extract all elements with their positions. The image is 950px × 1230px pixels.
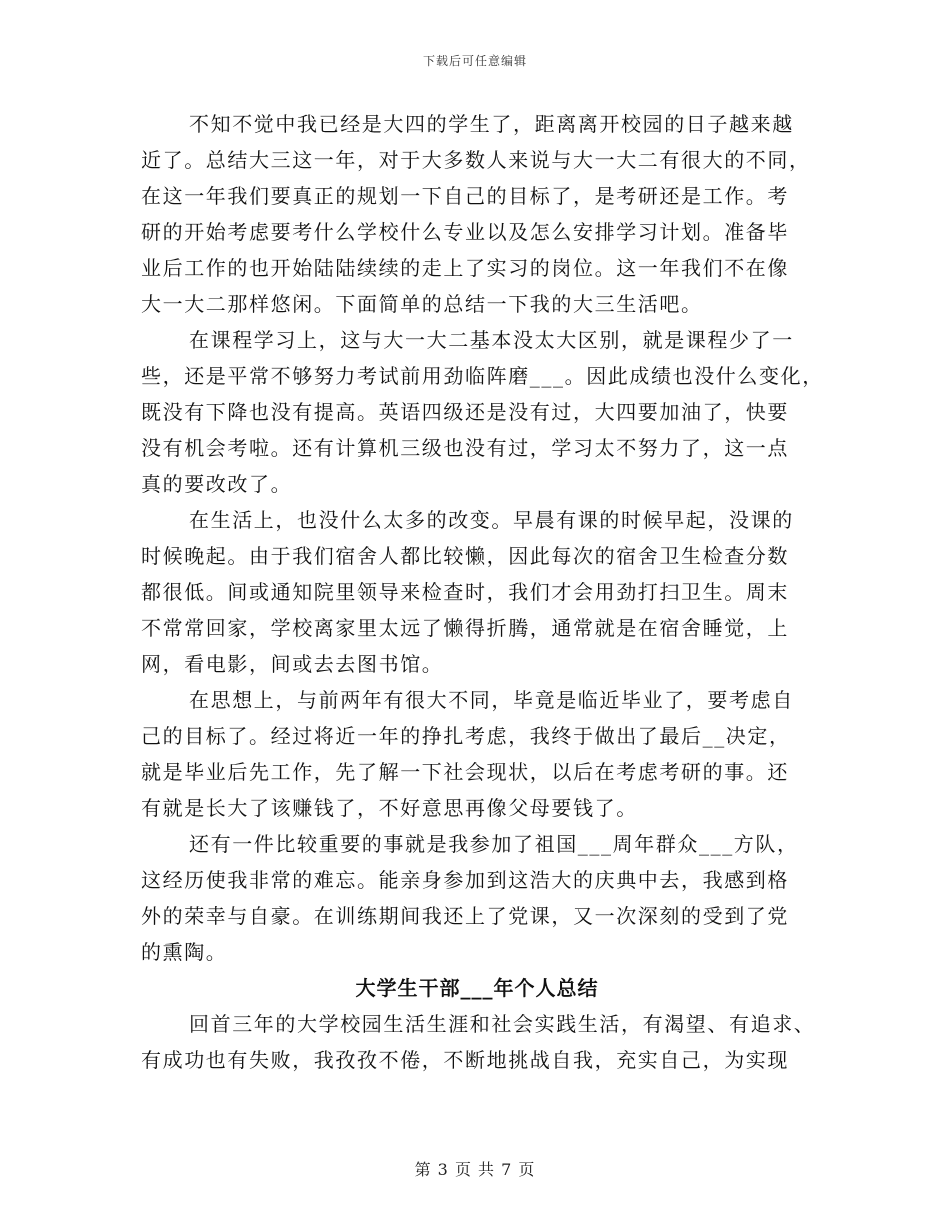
paragraph-line: 既没有下降也没有提高。英语四级还是没有过，大四要加油了，快要 xyxy=(141,400,789,424)
paragraph-first-line: 回首三年的大学校园生活生涯和社会实践生活，有渴望、有追求、 xyxy=(189,1012,816,1036)
paragraph-first-line: 还有一件比较重要的事就是我参加了祖国___周年群众___方队， xyxy=(189,832,799,856)
paragraph-line: 在这一年我们要真正的规划一下自己的目标了，是考研还是工作。考 xyxy=(141,184,789,208)
paragraph-line: 大一大二那样悠闲。下面简单的总结一下我的大三生活吧。 xyxy=(141,292,703,316)
paragraph-line: 有成功也有失败，我孜孜不倦，不断地挑战自我，充实自己，为实现 xyxy=(141,1048,789,1072)
paragraph-line: 真的要改改了。 xyxy=(141,472,293,496)
section-heading: 大学生干部___年个人总结 xyxy=(355,976,599,1000)
paragraph-line: 网，看电影，间或去去图书馆。 xyxy=(141,652,444,676)
paragraph-line: 些，还是平常不够努力考试前用劲临阵磨___。因此成绩也没什么变化， xyxy=(141,364,824,388)
paragraph-first-line: 不知不觉中我已经是大四的学生了，距离离开校园的日子越来越 xyxy=(189,112,794,136)
paragraph-line: 不常常回家，学校离家里太远了懒得折腾，通常就是在宿舍睡觉，上 xyxy=(141,616,789,640)
paragraph-line: 都很低。间或通知院里领导来检查时，我们才会用劲打扫卫生。周末 xyxy=(141,580,789,604)
paragraph-line: 业后工作的也开始陆陆续续的走上了实习的岗位。这一年我们不在像 xyxy=(141,256,789,280)
page-footer: 第 3 页 共 7 页 xyxy=(414,1160,536,1179)
paragraph-line: 的熏陶。 xyxy=(141,940,228,964)
paragraph-line: 没有机会考啦。还有计算机三级也没有过，学习太不努力了，这一点 xyxy=(141,436,789,460)
paragraph-line: 外的荣幸与自豪。在训练期间我还上了党课，又一次深刻的受到了党 xyxy=(141,904,789,928)
paragraph-line: 这经历使我非常的难忘。能亲身参加到这浩大的庆典中去，我感到格 xyxy=(141,868,789,892)
paragraph-line: 有就是长大了该赚钱了，不好意思再像父母要钱了。 xyxy=(141,796,638,820)
paragraph-line: 己的目标了。经过将近一年的挣扎考虑，我终于做出了最后__决定， xyxy=(141,724,791,748)
document-body xyxy=(141,106,824,1078)
paragraph-first-line: 在思想上，与前两年有很大不同，毕竟是临近毕业了，要考虑自 xyxy=(189,688,794,712)
paragraph-line: 时候晚起。由于我们宿舍人都比较懒，因此每次的宿舍卫生检查分数 xyxy=(141,544,789,568)
paragraph-line: 就是毕业后先工作，先了解一下社会现状，以后在考虑考研的事。还 xyxy=(141,760,789,784)
paragraph-first-line: 在生活上，也没什么太多的改变。早晨有课的时候早起，没课的 xyxy=(189,508,794,532)
paragraph-first-line: 在课程学习上，这与大一大二基本没太大区别，就是课程少了一 xyxy=(189,328,794,352)
page-header: 下载后可任意编辑 xyxy=(422,54,527,68)
paragraph-line: 近了。总结大三这一年，对于大多数人来说与大一大二有很大的不同， xyxy=(141,148,811,172)
paragraph-line: 研的开始考虑要考什么学校什么专业以及怎么安排学习计划。准备毕 xyxy=(141,220,789,244)
